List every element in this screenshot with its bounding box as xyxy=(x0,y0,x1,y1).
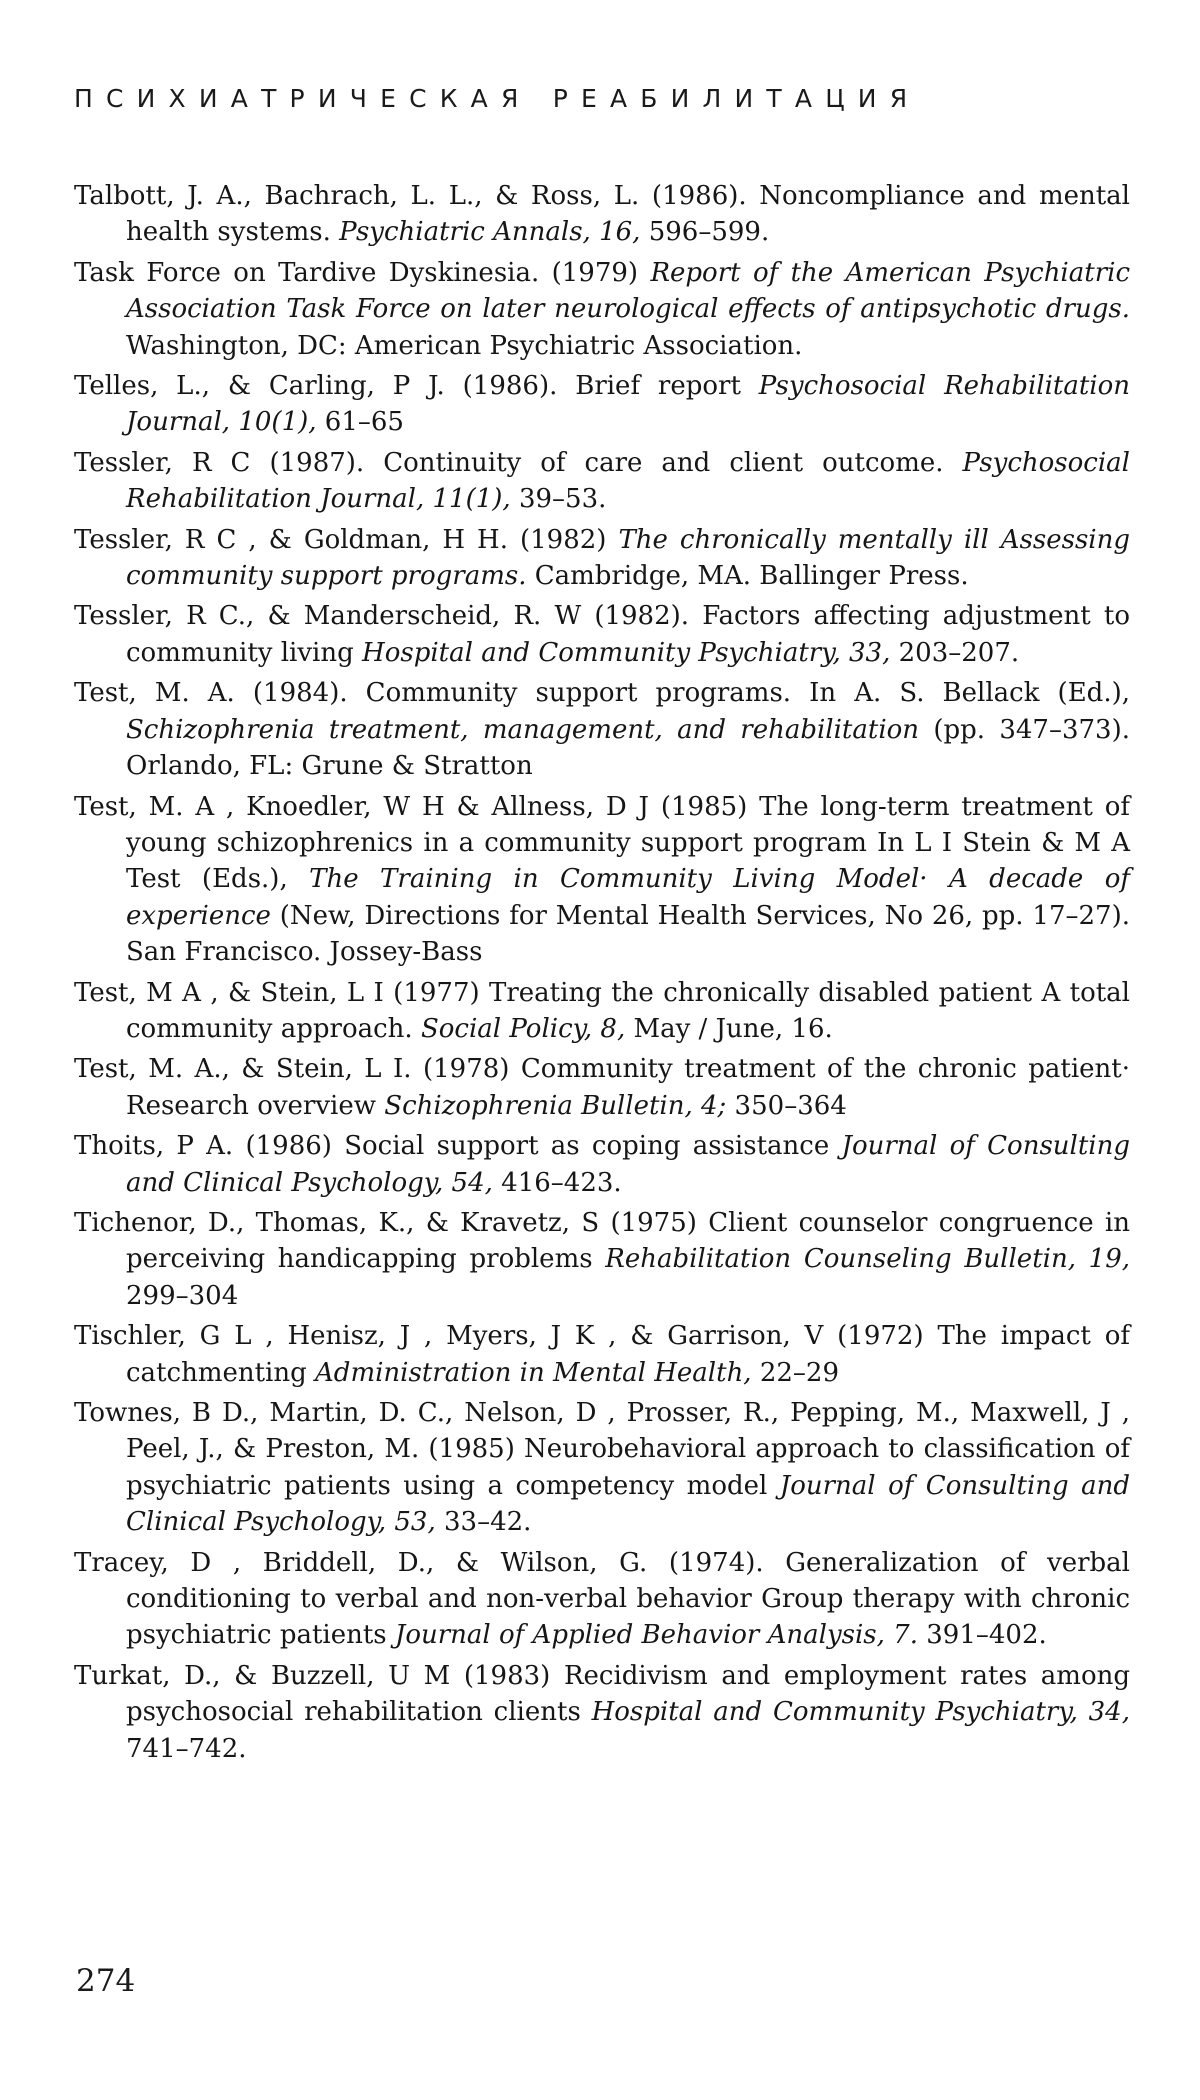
reference-details: 596–599. xyxy=(640,217,770,248)
reference-title: Report of the American Psychiatric Association Task Force on later neurological effects of antipsychotic drugs. xyxy=(126,257,1131,325)
reference-details: 61–65 xyxy=(316,407,404,438)
reference-title: Schizophrenia treatment, management, and rehabilitation xyxy=(126,714,920,745)
reference-entry xyxy=(74,675,1130,784)
reference-title: Psychosocial Rehabilitation Journal, 11(1), xyxy=(126,447,1130,515)
reference-entry xyxy=(74,1658,1130,1767)
reference-entry xyxy=(74,522,1130,595)
reference-entry xyxy=(74,1128,1130,1201)
reference-text: Tessler, R C., & Manderscheid, R. W (1982). Factors affecting adjustment to community living xyxy=(74,601,1130,668)
reference-details: 299–304 xyxy=(126,1280,239,1311)
reference-text: Test, M A , & Stein, L I (1977) Treating the chronically disabled patient A total community approach. xyxy=(74,977,1130,1044)
reference-title: Social Policy, 8, xyxy=(420,1013,626,1044)
reference-details: 741–742. xyxy=(126,1733,247,1764)
reference-entry xyxy=(74,255,1130,364)
reference-text: Test, M. A , Knoedler, W H & Allness, D J (1985) The long-term treatment of young schizophrenics in a community support program In L I Stein & M A Test (Eds.), xyxy=(74,791,1130,895)
reference-title: Journal of Consulting and Clinical Psychology, 53, xyxy=(126,1470,1130,1538)
reference-text: Telles, L., & Carling, P J. (1986). Brief report xyxy=(74,371,759,402)
reference-entry xyxy=(74,598,1130,671)
reference-title: Hospital and Community Psychiatry, 33, xyxy=(362,637,891,668)
reference-text: Task Force on Tardive Dyskinesia. (1979) xyxy=(74,257,651,288)
reference-text: Tracey, D , Briddell, D., & Wilson, G. (1974). Generalization of verbal conditioning to verbal and non-verbal behavior Group therapy with chronic psychiatric patients xyxy=(74,1547,1130,1651)
reference-title: The Training in Community Living Model· A decade of experience xyxy=(126,864,1131,931)
running-head: ПСИХИАТРИЧЕСКАЯ РЕАБИЛИТАЦИЯ xyxy=(74,84,921,113)
page-number: 274 xyxy=(76,1963,136,1999)
reference-list xyxy=(74,178,1130,1771)
reference-details: 350–364 xyxy=(726,1090,847,1121)
reference-entry xyxy=(74,789,1130,971)
reference-text: Turkat, D., & Buzzell, U M (1983) Recidivism and employment rates among psychosocial rehabilitation clients xyxy=(74,1660,1130,1728)
reference-text: Tessler, R C , & Goldman, H H. (1982) xyxy=(74,524,619,555)
reference-entry xyxy=(74,975,1130,1048)
reference-entry xyxy=(74,445,1130,518)
reference-details: Washington, DC: American Psychiatric Association. xyxy=(126,330,803,361)
reference-title: Schizophrenia Bulletin, 4; xyxy=(384,1090,727,1121)
reference-text: Tichenor, D., Thomas, K., & Kravetz, S (1975) Client counselor congruence in perceiving handicapping problems xyxy=(74,1207,1130,1275)
reference-title: Administration in Mental Health, xyxy=(315,1357,752,1388)
reference-title: Psychiatric Annals, 16, xyxy=(339,217,641,248)
reference-title: The chronically mentally ill Assessing community support programs. xyxy=(126,524,1131,592)
reference-details: 39–53. xyxy=(510,484,607,515)
reference-details: 391–402. xyxy=(917,1620,1047,1651)
reference-details: May / June, 16. xyxy=(625,1013,833,1044)
reference-text: Thoits, P A. (1986) Social support as coping assistance xyxy=(74,1131,842,1162)
reference-title: Psychosocial Rehabilitation Journal, 10(1), xyxy=(126,371,1131,438)
reference-details: 22–29 xyxy=(751,1357,840,1388)
reference-entry xyxy=(74,368,1130,441)
reference-title: Hospital and Community Psychiatry, 34, xyxy=(591,1697,1130,1728)
reference-text: Test, M. A., & Stein, L I. (1978) Community treatment of the chronic patient· Research overview xyxy=(74,1054,1130,1121)
reference-text: Townes, B D., Martin, D. C., Nelson, D , Prosser, R., Pepping, M., Maxwell, J , Peel, J., & Preston, M. (1985) Neurobehavioral approach to classification of psychiatric patients using a competency model xyxy=(74,1398,1130,1501)
reference-details: (New, Directions for Mental Health Services, No 26, pp. 17–27). San Francisco. Jossey-Bass xyxy=(126,900,1130,968)
reference-entry xyxy=(74,1205,1130,1314)
reference-entry xyxy=(74,1051,1130,1124)
reference-entry xyxy=(74,1318,1130,1391)
reference-details: (pp. 347–373). Orlando, FL: Grune & Stratton xyxy=(126,714,1130,782)
reference-entry xyxy=(74,1395,1130,1541)
reference-text: Tischler, G L , Henisz, J , Myers, J K , & Garrison, V (1972) The impact of catchmenting xyxy=(74,1321,1130,1388)
reference-details: 416–423. xyxy=(492,1167,622,1198)
reference-entry xyxy=(74,1545,1130,1654)
reference-title: Rehabilitation Counseling Bulletin, 19, xyxy=(605,1244,1130,1275)
reference-details: 33–42. xyxy=(435,1507,532,1538)
reference-details: 203–207. xyxy=(890,637,1020,668)
reference-text: Tessler, R C (1987). Continuity of care and client outcome. xyxy=(74,447,963,478)
reference-title: Journal of Applied Behavior Analysis, 7. xyxy=(394,1620,918,1651)
reference-text: Talbott, J. A., Bachrach, L. L., & Ross, L. (1986). Noncompliance and mental health systems. xyxy=(74,181,1130,248)
reference-details: Cambridge, MA. Ballinger Press. xyxy=(526,561,969,592)
reference-entry xyxy=(74,178,1130,251)
reference-text: Test, M. A. (1984). Community support programs. In A. S. Bellack (Ed.), xyxy=(74,678,1130,709)
reference-title: Journal of Consulting and Clinical Psychology, 54, xyxy=(126,1131,1130,1198)
